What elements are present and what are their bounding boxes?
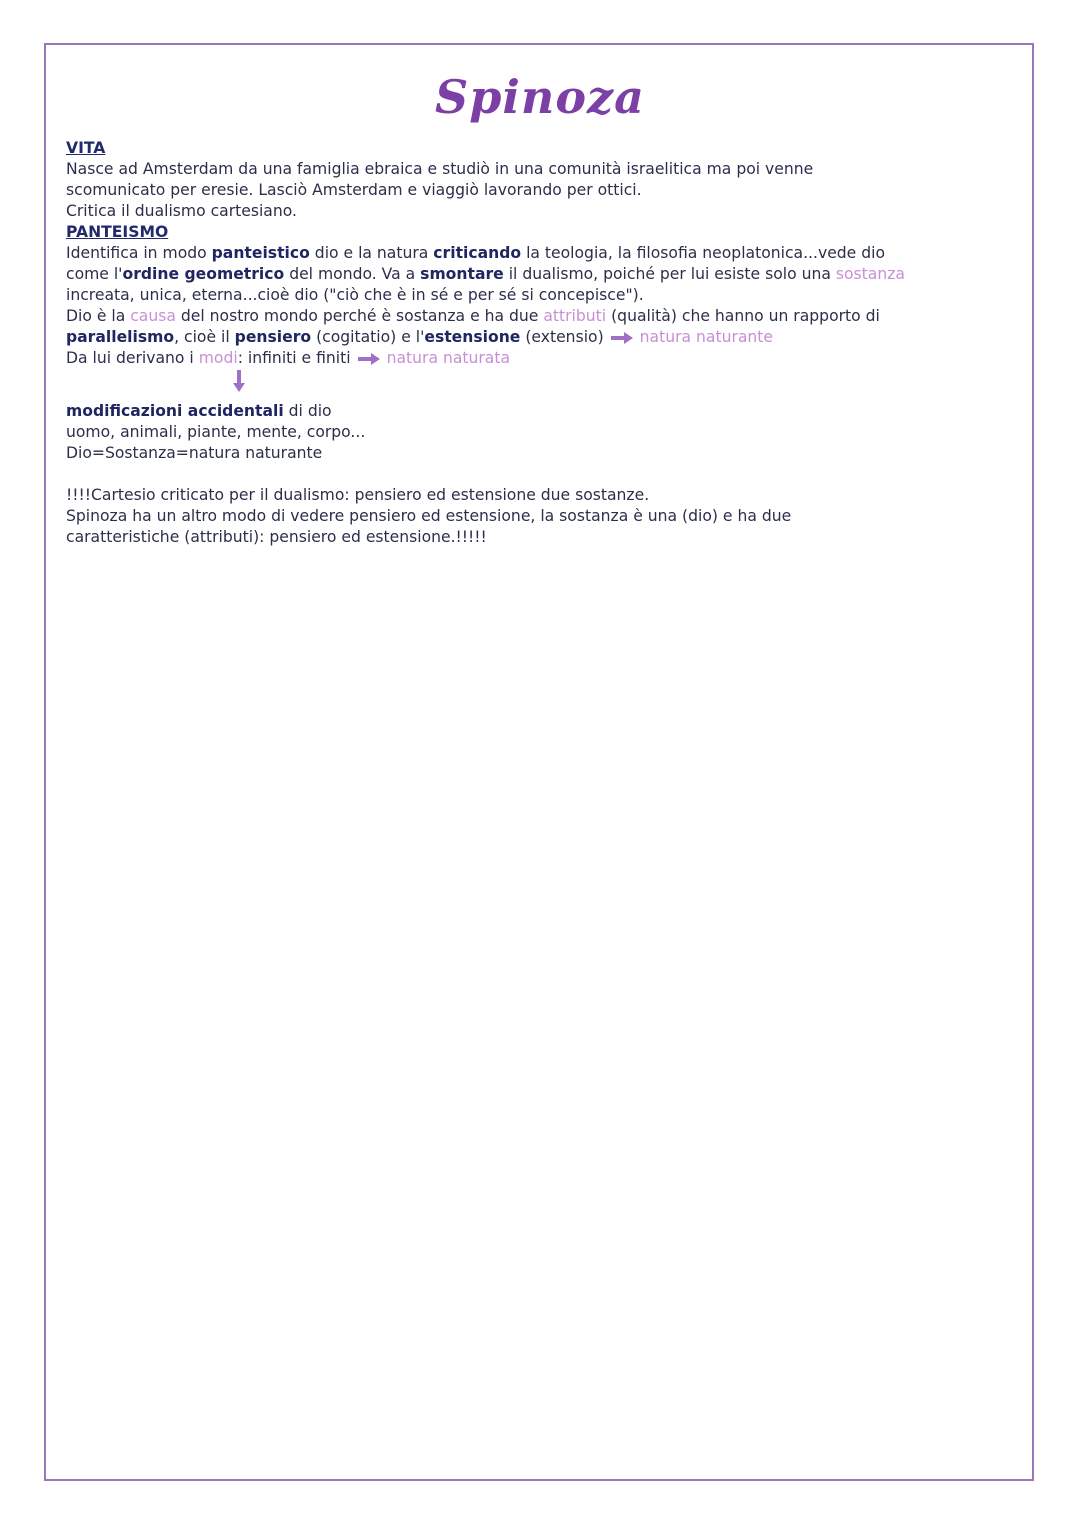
- highlight-term: attributi: [543, 307, 607, 325]
- bold-term: estensione: [424, 328, 521, 346]
- panteismo-line-7: [66, 401, 1026, 422]
- vita-line-1: Nasce ad Amsterdam da una famiglia ebraica e studiò in una comunità israelitica ma poi venne: [66, 160, 814, 178]
- text: il dualismo, poiché per lui esiste solo una: [503, 265, 836, 283]
- note-line-2: Spinoza ha un altro modo di vedere pensiero ed estensione, la sostanza è una (dio) e ha due: [66, 507, 792, 525]
- text: , cioè il: [174, 328, 235, 346]
- panteismo-line-5: [66, 327, 1026, 348]
- panteismo-line-3: increata, unica, eterna...cioè dio ("ciò che è in sé e per sé si concepisce").: [66, 286, 644, 304]
- panteismo-heading: PANTEISMO: [66, 223, 169, 241]
- bold-term: criticando: [433, 244, 522, 262]
- bold-term: parallelismo: [66, 328, 175, 346]
- bold-term: pensiero: [234, 328, 312, 346]
- note-line-3: caratteristiche (attributi): pensiero ed estensione.!!!!!: [66, 528, 487, 546]
- text: di dio: [283, 402, 332, 420]
- text: del nostro mondo perché è sostanza e ha due: [175, 307, 544, 325]
- panteismo-line-2: [66, 264, 1026, 285]
- text: (cogitatio) e l': [311, 328, 425, 346]
- highlight-term: natura naturata: [386, 349, 511, 367]
- panteismo-line-1: [66, 243, 1026, 264]
- text: Identifica in modo: [66, 244, 212, 262]
- text: come l': [66, 265, 123, 283]
- text: dio e la natura: [309, 244, 434, 262]
- panteismo-line-9: Dio=Sostanza=natura naturante: [66, 444, 323, 462]
- vita-heading: VITA: [66, 139, 106, 157]
- note-line-1: !!!!Cartesio criticato per il dualismo: pensiero ed estensione due sostanze.: [66, 486, 650, 504]
- text: Dio è la: [66, 307, 131, 325]
- highlight-term: causa: [130, 307, 176, 325]
- highlight-term: sostanza: [835, 265, 905, 283]
- arrow-right-icon: [610, 331, 634, 345]
- arrow-right-icon: [357, 352, 381, 366]
- bold-term: smontare: [420, 265, 504, 283]
- arrow-down-wrapper: [66, 369, 1026, 401]
- text: (qualità) che hanno un rapporto di: [606, 307, 880, 325]
- arrow-down-icon: [232, 369, 246, 393]
- text: del mondo. Va a: [284, 265, 421, 283]
- text: la teologia, la filosofia neoplatonica...vede dio: [521, 244, 886, 262]
- text: Da lui derivano i: [66, 349, 199, 367]
- bold-term: ordine geometrico: [122, 265, 285, 283]
- highlight-term: natura naturante: [639, 328, 774, 346]
- panteismo-line-8: uomo, animali, piante, mente, corpo...: [66, 423, 366, 441]
- vita-line-3: Critica il dualismo cartesiano.: [66, 202, 297, 220]
- highlight-term: modi: [198, 349, 238, 367]
- text: (extensio): [520, 328, 604, 346]
- page-title: Spinoza: [435, 70, 645, 124]
- bold-term: modificazioni accidentali: [66, 402, 284, 420]
- vita-line-2: scomunicato per eresie. Lasciò Amsterdam e viaggiò lavorando per ottici.: [66, 181, 642, 199]
- panteismo-line-6: [66, 348, 1026, 369]
- notes-content: [66, 138, 1026, 548]
- panteismo-line-4: [66, 306, 1026, 327]
- text: : infiniti e finiti: [237, 349, 351, 367]
- bold-term: panteistico: [211, 244, 310, 262]
